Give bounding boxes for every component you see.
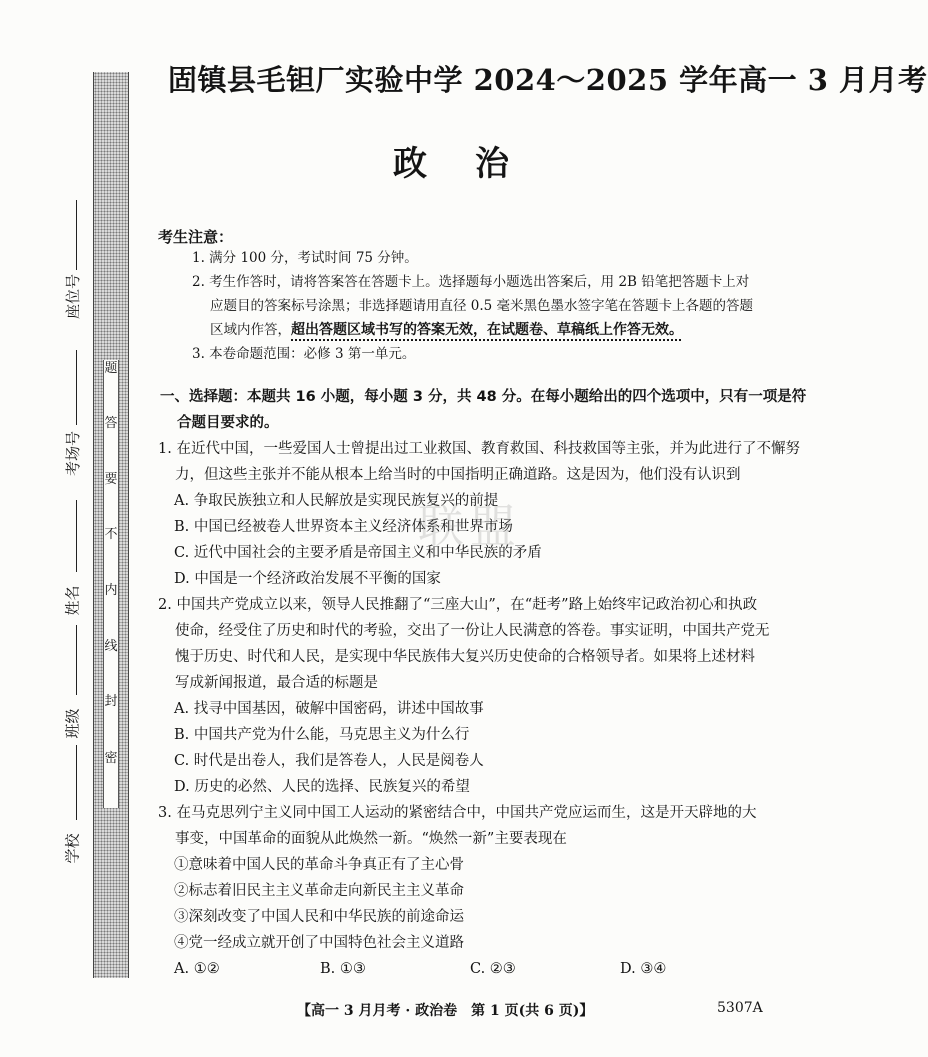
seal-char: 题 — [104, 361, 118, 376]
name-line[interactable] — [76, 500, 77, 572]
watermark: 联盟 — [418, 499, 522, 553]
seal-char: 线 — [104, 639, 118, 654]
subject-title: 政治 — [393, 144, 557, 184]
question-stem: 力，但这些主张并不能从根本上给当时的中国指明正确道路。这是因为，他们没有认识到 — [175, 467, 741, 483]
section-heading-cont: 合题目要求的。 — [177, 415, 279, 431]
notice-item: 应题目的答案标号涂黑；非选择题请用直径 0.5 毫米黑色墨水签字笔在答题卡上各题的答题 — [210, 298, 754, 314]
question-stem: 2. 中国共产党成立以来，领导人民推翻了“三座大山”，在“赶考”路上始终牢记政治初心和执政 — [158, 597, 758, 613]
seal-char: 答 — [104, 416, 118, 431]
notice-item — [210, 318, 683, 342]
seal-line-box — [103, 360, 119, 808]
class-label: 班级 — [63, 708, 82, 739]
seal-char: 密 — [104, 751, 118, 766]
name-label: 姓名 — [63, 585, 82, 616]
choice-c: C. ②③ — [470, 961, 516, 977]
school-line[interactable] — [76, 745, 77, 820]
option: D. 中国是一个经济政治发展不平衡的国家 — [174, 571, 441, 587]
question-stem: 3. 在马克思列宁主义同中国工人运动的紧密结合中，中国共产党应运而生，这是开天辟地的大 — [158, 805, 757, 821]
choice-a: A. ①② — [174, 961, 220, 977]
statement: ①意味着中国人民的革命斗争真正有了主心骨 — [174, 857, 464, 873]
question-stem: 愧于历史、时代和人民，是实现中华民族伟大复兴历史使命的合格领导者。如果将上述材料 — [175, 649, 755, 665]
binding-strip — [93, 72, 129, 978]
choice-d: D. ③④ — [620, 961, 667, 977]
option: B. 中国共产党为什么能，马克思主义为什么行 — [174, 727, 470, 743]
question-stem: 事变，中国革命的面貌从此焕然一新。“焕然一新”主要表现在 — [175, 831, 567, 847]
section-heading: 一、选择题：本题共 16 小题，每小题 3 分，共 48 分。在每小题给出的四个选项中，只有一项是符 — [160, 389, 807, 405]
notice-emphasis: 超出答题区域书写的答案无效，在试题卷、草稿纸上作答无效。 — [291, 322, 683, 338]
option: D. 历史的必然、人民的选择、民族复兴的希望 — [174, 779, 470, 795]
option: C. 近代中国社会的主要矛盾是帝国主义和中华民族的矛盾 — [174, 545, 542, 561]
notice-heading: 考生注意： — [158, 228, 234, 246]
question-stem: 写成新闻报道，最合适的标题是 — [175, 675, 378, 691]
page-footer: 【高一 3 月月考 · 政治卷 第 1 页(共 6 页)】 — [297, 1003, 594, 1019]
statement: ④党一经成立就开创了中国特色社会主义道路 — [174, 935, 464, 951]
statement: ③深刻改变了中国人民和中华民族的前途命运 — [174, 909, 464, 925]
exam-room-line[interactable] — [76, 350, 77, 425]
seal-char: 不 — [104, 527, 118, 542]
notice-item: 1. 满分 100 分，考试时间 75 分钟。 — [192, 250, 418, 266]
class-line[interactable] — [76, 625, 77, 695]
seal-char: 内 — [104, 583, 118, 598]
school-label: 学校 — [63, 833, 82, 864]
statement: ②标志着旧民主主义革命走向新民主主义革命 — [174, 883, 464, 899]
option: C. 时代是出卷人，我们是答卷人，人民是阅卷人 — [174, 753, 484, 769]
seat-number-line[interactable] — [76, 200, 77, 270]
seal-char: 要 — [104, 472, 118, 487]
notice-item-text: 区域内作答， — [210, 322, 291, 338]
paper-code: 5307A — [717, 1000, 763, 1016]
option: A. 争取民族独立和人民解放是实现民族复兴的前提 — [174, 493, 499, 509]
option: B. 中国已经被卷人世界资本主义经济体系和世界市场 — [174, 519, 513, 535]
seat-number-label: 座位号 — [64, 273, 83, 320]
notice-item: 3. 本卷命题范围：必修 3 第一单元。 — [192, 346, 416, 362]
question-stem: 使命，经受住了历史和时代的考验，交出了一份让人民满意的答卷。事实证明，中国共产党无 — [175, 623, 770, 639]
choice-b: B. ①③ — [320, 961, 366, 977]
exam-title: 固镇县毛钽厂实验中学 2024～2025 学年高一 3 月月考 — [168, 63, 928, 97]
option: A. 找寻中国基因，破解中国密码，讲述中国故事 — [174, 701, 484, 717]
seal-char: 封 — [104, 694, 118, 709]
exam-room-label: 考场号 — [64, 430, 83, 477]
question-stem: 1. 在近代中国，一些爱国人士曾提出过工业救国、教育救国、科技救国等主张，并为此进行了不懈努 — [158, 441, 800, 457]
notice-item: 2. 考生作答时，请将答案答在答题卡上。选择题每小题选出答案后，用 2B 铅笔把答题卡上对 — [192, 274, 750, 290]
